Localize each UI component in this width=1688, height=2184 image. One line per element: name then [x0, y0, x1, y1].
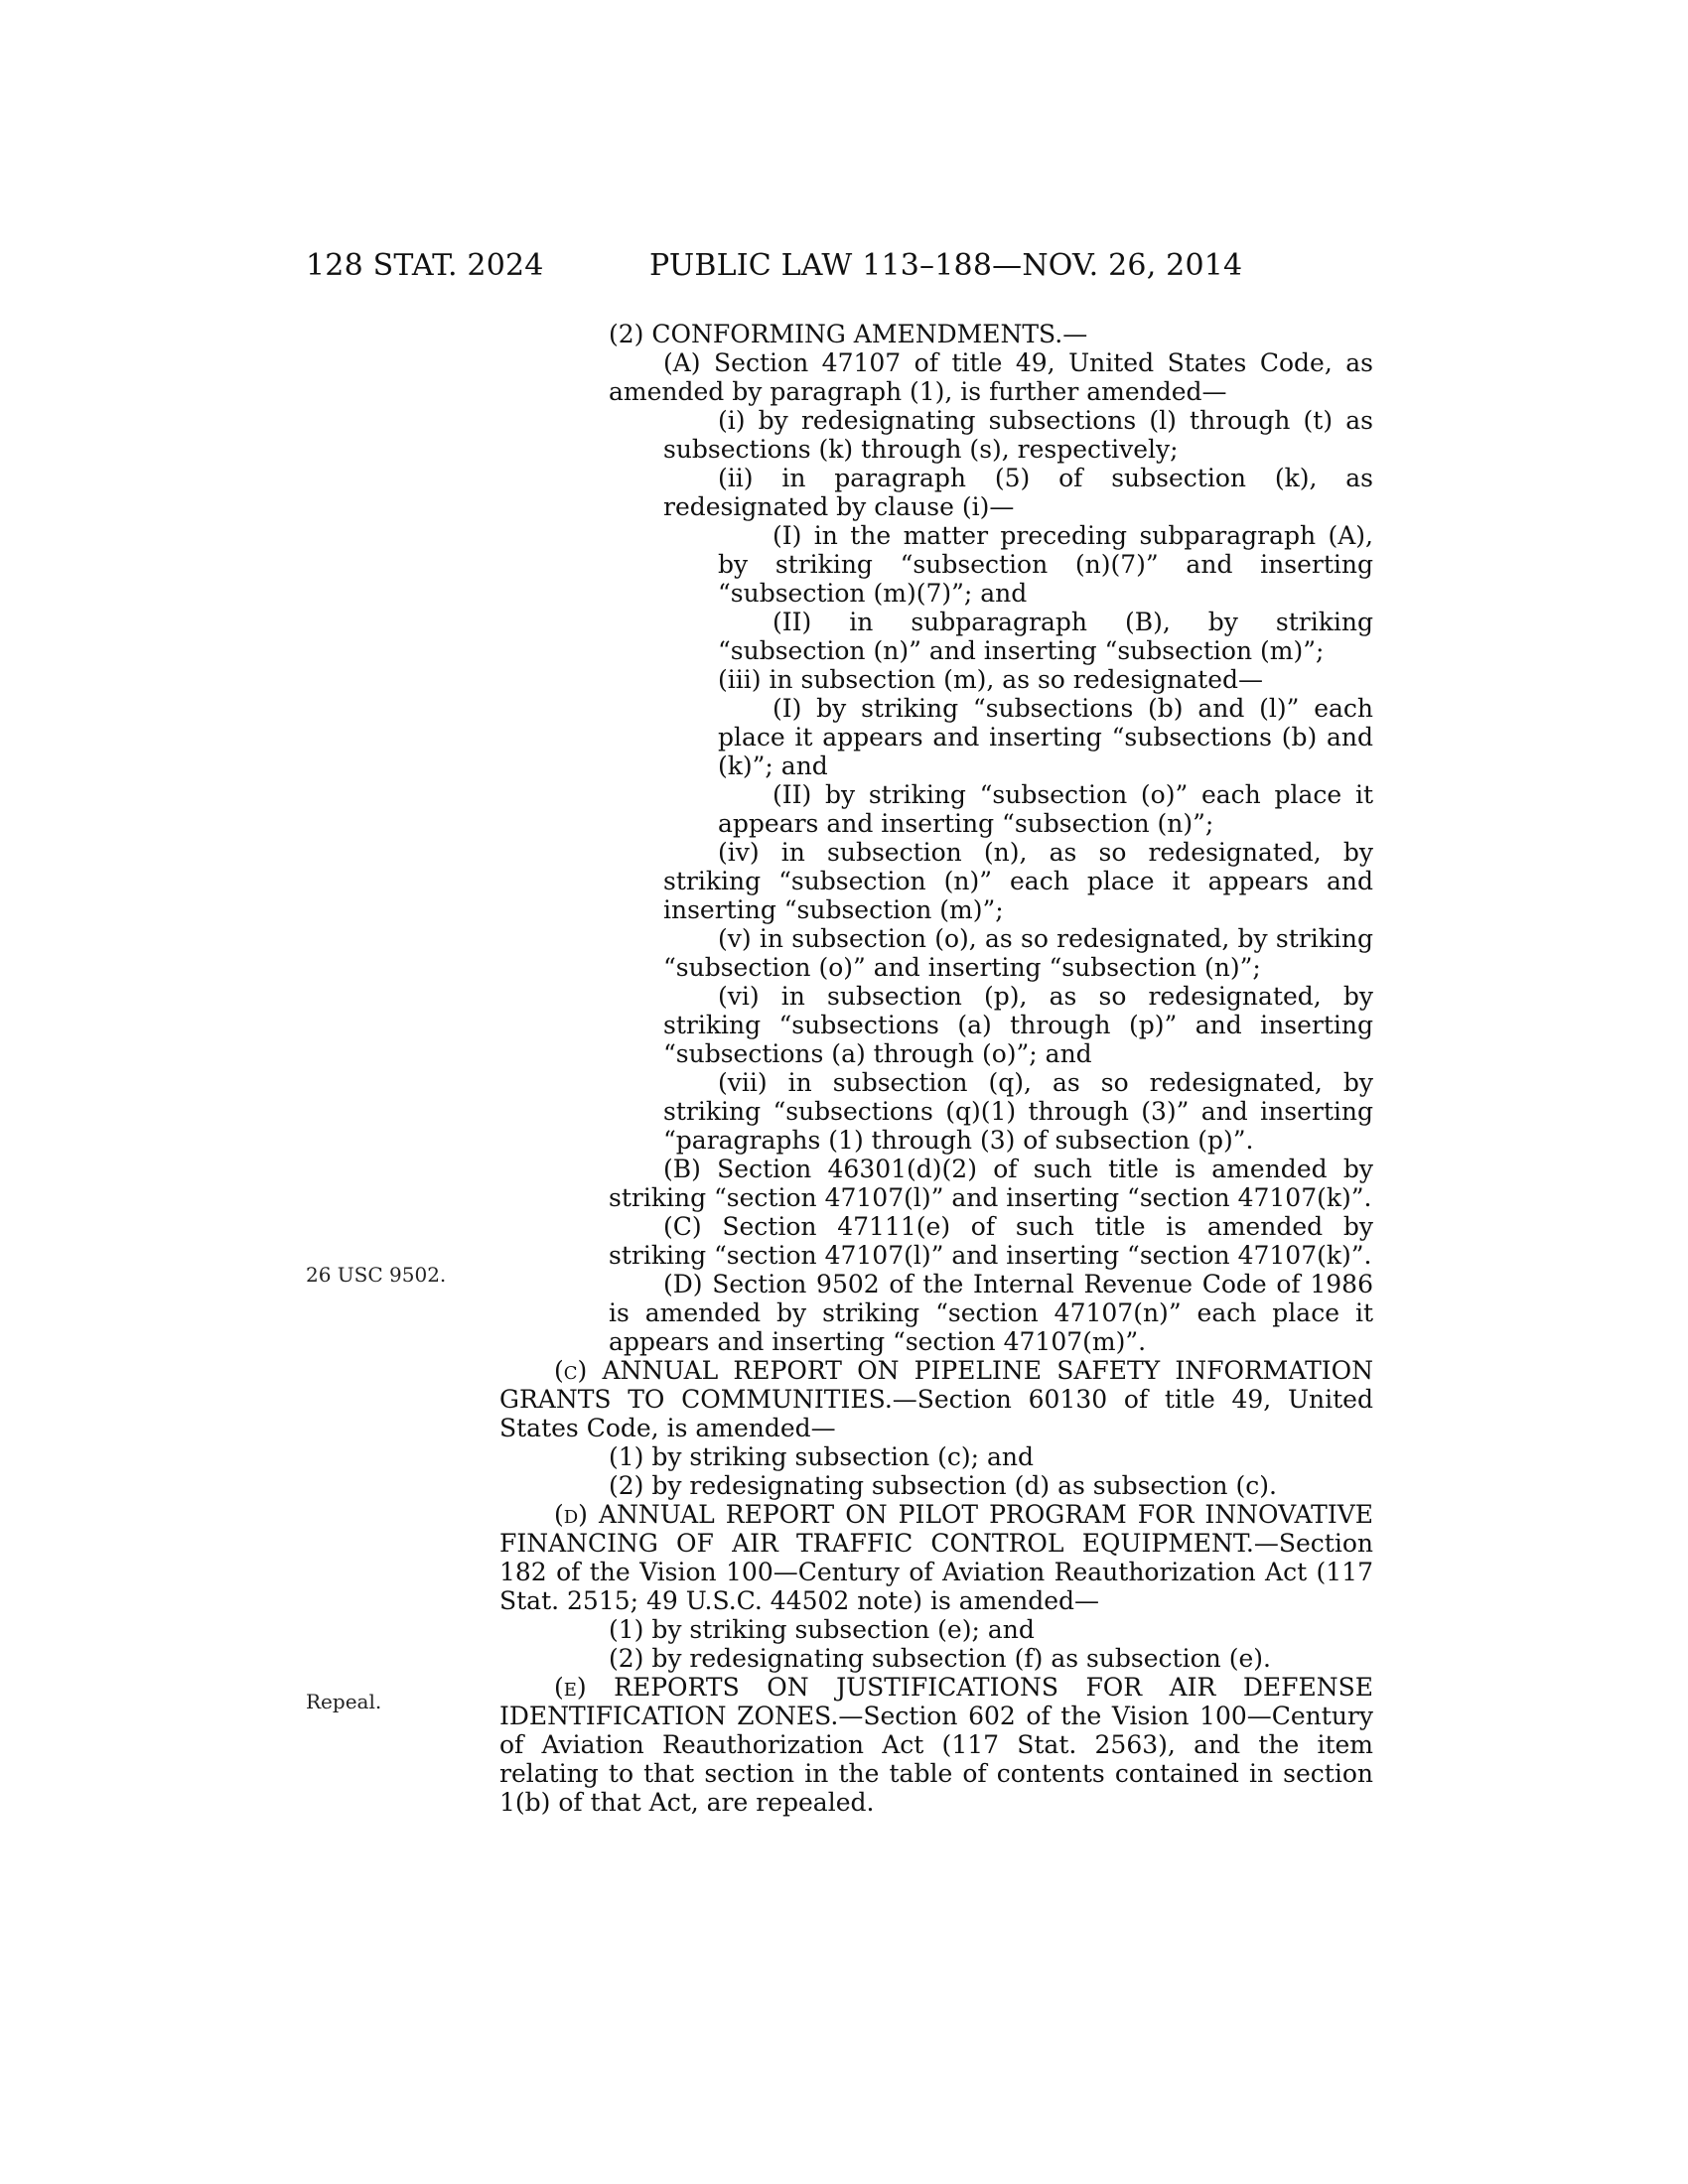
subsection-e: [499, 1673, 1373, 1817]
subsection-d-item-2: (2) by redesignating subsection (f) as subsection (e).: [609, 1644, 1271, 1673]
subsection-d: [499, 1500, 1373, 1615]
subsection-e-text: —Section 602 of the Vision 100—Century of Aviation Reauthorization Act (117 Stat. 2563), and the item relating to that section in the table of contents contained in section 1(b) of that Act, are repealed.: [499, 1702, 1374, 1817]
subsection-e-heading: (e) REPORTS ON JUSTIFICATIONS FOR AIR DEFENSE IDENTIFICATION ZONES.: [499, 1673, 1373, 1730]
page-header: [0, 248, 1688, 288]
subclause-A-ii-I: (I) in the matter preceding subparagraph (A), by striking “subsection (n)(7)” and inserting “subsection (m)(7)”; and: [718, 521, 1373, 608]
subsection-c: [499, 1356, 1373, 1442]
clause-A-vi: (vi) in subsection (p), as so redesignated, by striking “subsections (a) through (p)” and inserting “subsections (a) through (o)”; and: [663, 982, 1373, 1068]
clause-A-iv: (iv) in subsection (n), as so redesignated, by striking “subsection (n)” each place it appears and inserting “subsection (m)”;: [663, 838, 1373, 924]
subclause-A-ii-II: (II) in subparagraph (B), by striking “subsection (n)” and inserting “subsection (m)”;: [718, 608, 1373, 665]
statute-page-number: 128 STAT. 2024: [306, 248, 544, 283]
subparagraph-A: (A) Section 47107 of title 49, United States Code, as amended by paragraph (1), is further amended—: [609, 348, 1373, 406]
subclause-A-iii-I: (I) by striking “subsections (b) and (l)” each place it appears and inserting “subsections (b) and (k)”; and: [718, 694, 1373, 780]
public-law-title: PUBLIC LAW 113–188—NOV. 26, 2014: [649, 248, 1243, 283]
subsection-d-text: —Section 182 of the Vision 100—Century of Aviation Reauthorization Act (117 Stat. 2515; 49 U.S.C. 44502 note) is amended—: [499, 1529, 1373, 1615]
clause-A-i: (i) by redesignating subsections (l) through (t) as subsections (k) through (s), respectively;: [663, 406, 1373, 464]
margin-note-repeal: Repeal.: [306, 1690, 382, 1713]
clause-A-iii: (iii) in subsection (m), as so redesignated—: [718, 665, 1264, 694]
subparagraph-D: (D) Section 9502 of the Internal Revenue Code of 1986 is amended by striking “section 47107(n)” each place it appears and inserting “section 47107(m)”.: [609, 1270, 1373, 1356]
subsection-c-heading: (c) ANNUAL REPORT ON PIPELINE SAFETY INFORMATION GRANTS TO COMMUNITIES.: [499, 1356, 1373, 1414]
subparagraph-C: (C) Section 47111(e) of such title is amended by striking “section 47107(l)” and inserting “section 47107(k)”.: [609, 1212, 1373, 1270]
subsection-d-item-1: (1) by striking subsection (e); and: [609, 1615, 1035, 1644]
clause-A-ii: (ii) in paragraph (5) of subsection (k), as redesignated by clause (i)—: [663, 464, 1373, 521]
margin-note-usc: 26 USC 9502.: [306, 1263, 447, 1287]
subparagraph-B: (B) Section 46301(d)(2) of such title is amended by striking “section 47107(l)” and inserting “section 47107(k)”.: [609, 1155, 1373, 1212]
clause-A-vii: (vii) in subsection (q), as so redesignated, by striking “subsections (q)(1) through (3)” and inserting “paragraphs (1) through (3) of subsection (p)”.: [663, 1068, 1373, 1155]
paragraph-2-heading: (2) CONFORMING AMENDMENTS.—: [609, 320, 1088, 348]
clause-A-v: (v) in subsection (o), as so redesignated, by striking “subsection (o)” and inserting “subsection (n)”;: [663, 924, 1373, 982]
subclause-A-iii-II: (II) by striking “subsection (o)” each place it appears and inserting “subsection (n)”;: [718, 780, 1373, 838]
subsection-c-item-1: (1) by striking subsection (c); and: [609, 1442, 1035, 1471]
document-body: [499, 320, 1373, 1817]
subsection-c-text: —Section 60130 of title 49, United States Code, is amended—: [499, 1385, 1373, 1442]
subsection-d-heading: (d) ANNUAL REPORT ON PILOT PROGRAM FOR INNOVATIVE FINANCING OF AIR TRAFFIC CONTROL EQUIPMENT.: [499, 1500, 1373, 1558]
subsection-c-item-2: (2) by redesignating subsection (d) as subsection (c).: [609, 1471, 1277, 1500]
